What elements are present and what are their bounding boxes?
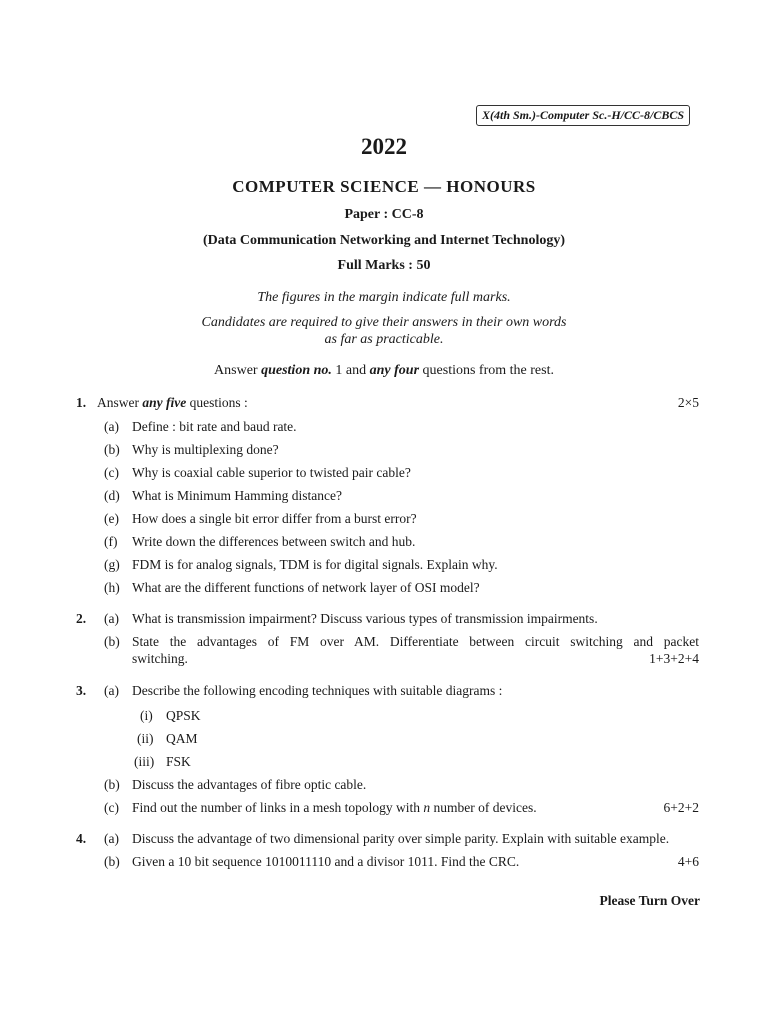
question-number: 2.: [76, 611, 87, 626]
q3c-var: n: [423, 800, 431, 815]
question-text: Describe the following encoding techniques with suitable diagrams :: [132, 683, 503, 698]
instruction-qno: question no.: [261, 363, 332, 378]
q3-marks: 6+2+2: [663, 800, 699, 815]
note-own-words: Candidates are required to give their answers in their own words: [201, 315, 567, 330]
q1-trail: questions :: [186, 395, 248, 410]
q1-lead: [97, 395, 248, 411]
part-label: (h): [104, 580, 120, 595]
part-label: (b): [104, 777, 120, 792]
q1-marks: 2×5: [677, 395, 699, 410]
full-marks: Full Marks : 50: [337, 258, 431, 273]
part-label: (b): [104, 634, 120, 649]
question-number: 3.: [76, 683, 87, 698]
please-turn-over: Please Turn Over: [599, 893, 700, 908]
q3c-pre: Find out the number of links in a mesh topology with: [132, 800, 424, 815]
instruction: [0, 363, 768, 379]
question-text: Discuss the advantage of two dimensional parity over simple parity. Explain with suitable example.: [132, 831, 670, 846]
question-text: Why is coaxial cable superior to twisted pair cable?: [132, 465, 411, 480]
sub-label: (i): [140, 708, 153, 723]
note-margin: The figures in the margin indicate full marks.: [257, 290, 511, 305]
question-text-cont: switching.: [132, 651, 188, 666]
question-text: Why is multiplexing done?: [132, 442, 279, 457]
part-label: (b): [104, 854, 120, 869]
question-text: FDM is for analog signals, TDM is for digital signals. Explain why.: [132, 557, 498, 572]
question-text: Given a 10 bit sequence 1010011110 and a divisor 1011. Find the CRC.: [132, 854, 520, 869]
paper-number: Paper : CC-8: [344, 207, 424, 222]
question-text: [132, 800, 537, 816]
question-number: 1.: [76, 395, 87, 410]
part-label: (d): [104, 488, 120, 503]
question-text: What is Minimum Hamming distance?: [132, 488, 342, 503]
part-label: (f): [104, 534, 118, 549]
part-label: (a): [104, 419, 119, 434]
instruction-mid: 1 and: [331, 363, 370, 378]
sub-text: QAM: [166, 731, 198, 746]
question-text: Define : bit rate and baud rate.: [132, 419, 297, 434]
part-label: (c): [104, 465, 119, 480]
q2-marks: 1+3+2+4: [649, 651, 699, 666]
part-label: (a): [104, 611, 119, 626]
note-practicable: as far as practicable.: [324, 332, 444, 347]
part-label: (e): [104, 511, 119, 526]
exam-year: 2022: [361, 134, 407, 159]
question-text: What are the different functions of network layer of OSI model?: [132, 580, 480, 595]
question-text: State the advantages of FM over AM. Differentiate between circuit switching and packet: [132, 634, 699, 649]
question-number: 4.: [76, 831, 87, 846]
instruction-any-four: any four: [369, 363, 420, 378]
part-label: (a): [104, 831, 119, 846]
q4-marks: 4+6: [677, 854, 699, 869]
part-label: (c): [104, 800, 119, 815]
question-text: What is transmission impairment? Discuss various types of transmission impairments.: [132, 611, 598, 626]
instruction-post: questions from the rest.: [419, 363, 554, 378]
part-label: (b): [104, 442, 120, 457]
paper-title: (Data Communication Networking and Internet Technology): [202, 233, 566, 248]
q1-any-five: any five: [142, 395, 187, 410]
instruction-pre: Answer: [214, 363, 262, 378]
q3c-post: number of devices.: [430, 800, 537, 815]
question-text: Write down the differences between switch and hub.: [132, 534, 416, 549]
q1-lead-text: Answer: [97, 395, 143, 410]
sub-label: (iii): [134, 754, 155, 769]
sub-text: QPSK: [166, 708, 201, 723]
question-text: How does a single bit error differ from a burst error?: [132, 511, 417, 526]
paper-code-box: X(4th Sm.)-Computer Sc.-H/CC-8/CBCS: [476, 105, 690, 126]
part-label: (g): [104, 557, 120, 572]
question-text: Discuss the advantages of fibre optic cable.: [132, 777, 367, 792]
sub-text: FSK: [166, 754, 191, 769]
sub-label: (ii): [137, 731, 154, 746]
part-label: (a): [104, 683, 119, 698]
subject-title: COMPUTER SCIENCE — HONOURS: [232, 177, 536, 196]
